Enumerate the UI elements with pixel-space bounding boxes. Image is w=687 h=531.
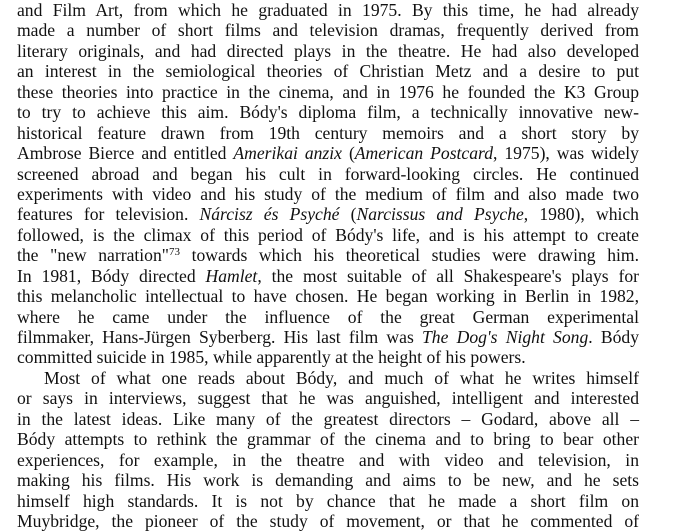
- italic-title: Narcissus and Psyche: [356, 204, 524, 225]
- text-line: [17, 0, 639, 20]
- text-line: [17, 184, 639, 204]
- italic-title: Amerikai anzix: [233, 143, 342, 164]
- page-text: [17, 0, 639, 531]
- text-run: filmmaker, Hans-Jürgen Syberberg. His last film was: [17, 327, 423, 347]
- text-line: [17, 491, 639, 511]
- text-line: [17, 368, 639, 388]
- text-run: followed, is the climax of this period of Bódy's life, and is his attempt to create: [17, 224, 639, 245]
- text-run: making his films. His work is demanding and aims to be new, and he sets: [17, 470, 639, 491]
- italic-title: The Dog's Night Song: [422, 327, 589, 347]
- text-run: Bódy attempts to rethink the grammar of the cinema and to bring to bear other: [17, 429, 639, 450]
- text-line: [17, 102, 639, 122]
- text-run: experiences, for example, in the theatre and with video and television, in: [17, 449, 639, 470]
- text-run: (: [339, 204, 357, 225]
- text-run: experiments with video and his study of the medium of film and also made two: [17, 183, 639, 204]
- text-line: [17, 143, 639, 163]
- text-line: [17, 204, 639, 224]
- text-run: Ambrose Bierce and entitled: [17, 143, 234, 164]
- text-run: this melancholic intellectual to have chosen. He began working in Berlin in 1982,: [17, 286, 639, 307]
- footnote-reference: 73: [168, 246, 180, 259]
- text-run: and Film Art, from which he graduated in 1975. By this time, he had already: [17, 0, 639, 20]
- text-line: [17, 245, 639, 265]
- text-run: these theories into practice in the cinema, and in 1976 he founded the K3 Group: [17, 81, 639, 102]
- text-line: [17, 61, 639, 81]
- text-run: (: [341, 143, 355, 164]
- text-line: [17, 164, 639, 184]
- text-run: or says in interviews, suggest that he was anguished, intelligent and interested: [17, 388, 639, 409]
- text-run: historical feature drawn from 19th century memoirs and a short story by: [17, 122, 639, 143]
- paragraph: [17, 0, 639, 368]
- text-run: himself high standards. It is not by chance that he made a short film on: [17, 490, 639, 511]
- text-run: , 1975), was widely: [493, 143, 639, 164]
- italic-title: Hamlet: [205, 265, 258, 286]
- text-run: committed suicide in 1985, while apparently at the height of his powers.: [17, 347, 526, 368]
- text-line: [17, 307, 639, 327]
- text-run: towards which his theoretical studies were drawing him.: [179, 245, 639, 266]
- text-run: the "new narration": [17, 245, 169, 266]
- text-run: , 1980), which: [523, 204, 639, 225]
- text-run: features for television.: [17, 204, 200, 225]
- text-line: [17, 327, 639, 347]
- text-line: [17, 41, 639, 61]
- text-run: an interest in the semiological theories of Christian Metz and a desire to put: [17, 61, 639, 82]
- text-run: Most of what one reads about Bódy, and much of what he writes himself: [44, 367, 639, 388]
- text-run: screened abroad and began his cult in forward-looking circles. He continued: [17, 163, 639, 184]
- text-line: [17, 225, 639, 245]
- text-run: to try to achieve this aim. Bódy's diploma film, a technically innovative new-: [17, 102, 639, 123]
- body-text: [17, 0, 639, 531]
- text-line: [17, 450, 639, 470]
- text-line: [17, 511, 639, 531]
- text-run: where he came under the influence of the great German experimental: [17, 306, 639, 327]
- text-run: In 1981, Bódy directed: [17, 265, 206, 286]
- text-line: [17, 123, 639, 143]
- text-run: Muybridge, the pioneer of the study of movement, or that he commented of: [17, 510, 639, 531]
- text-line: [17, 429, 639, 449]
- paragraph: [17, 368, 639, 531]
- text-run: in the latest ideas. Like many of the greatest directors – Godard, above all –: [17, 408, 639, 429]
- text-line: [17, 347, 639, 367]
- text-run: . Bódy: [588, 327, 639, 347]
- text-line: [17, 470, 639, 490]
- text-run: made a number of short films and television dramas, frequently derived from: [17, 20, 639, 41]
- italic-title: American Postcard: [354, 143, 494, 164]
- italic-title: Nárcisz és Psyché: [199, 204, 340, 225]
- text-run: , the most suitable of all Shakespeare's plays for: [257, 265, 639, 286]
- text-line: [17, 388, 639, 408]
- text-run: literary originals, and had directed plays in the theatre. He had also developed: [17, 40, 639, 61]
- text-line: [17, 266, 639, 286]
- text-line: [17, 82, 639, 102]
- text-line: [17, 286, 639, 306]
- text-line: [17, 20, 639, 40]
- text-line: [17, 409, 639, 429]
